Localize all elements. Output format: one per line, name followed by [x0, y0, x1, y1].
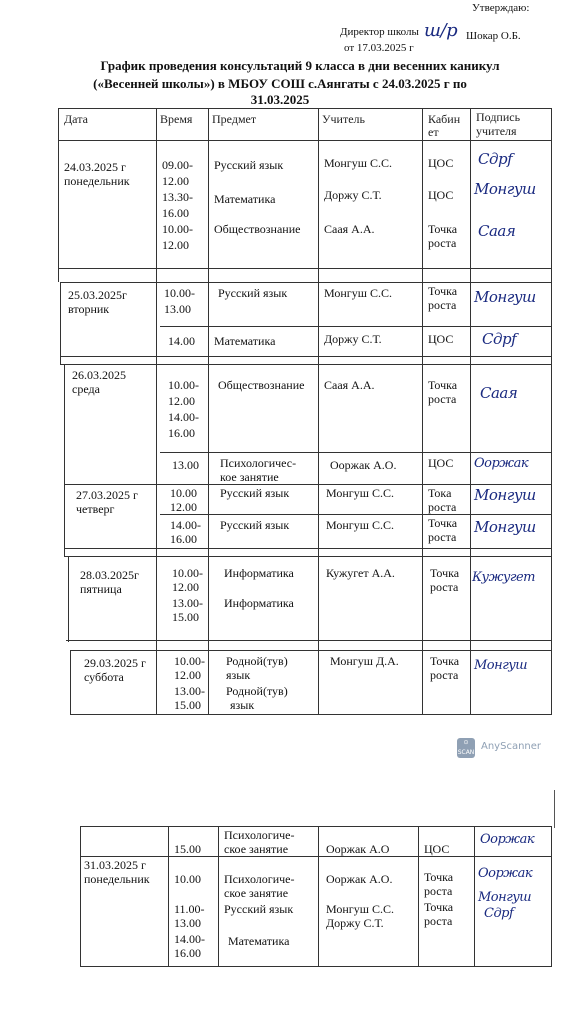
page-edge-mark	[554, 790, 555, 828]
row-subject: Психологиче-	[224, 872, 295, 886]
row-room: Точка	[428, 516, 458, 530]
title-line-1: График проведения консультаций 9 класса в дни весенних каникул	[100, 58, 500, 73]
row-room: роста	[430, 580, 459, 594]
row-time: 14.00-	[170, 518, 201, 532]
row-subject: Психологичес-	[220, 456, 297, 470]
row-room: роста	[424, 884, 453, 898]
row-time: 14.00	[168, 334, 195, 348]
row-teacher: Монгуш С.С.	[324, 156, 392, 170]
row-teacher: Доржу С.Т.	[326, 916, 384, 930]
row-subject: Психологиче-	[224, 828, 295, 842]
teacher-signature: Монгуш	[474, 180, 536, 198]
row-room: ЦОС	[428, 456, 454, 470]
row-time: 12.00	[168, 394, 195, 408]
row-teacher: Монгуш Д.А.	[330, 654, 399, 668]
row-teacher: Ооржак А.О.	[326, 872, 393, 886]
approval-approve: Утверждаю:	[472, 2, 530, 14]
row-subject: язык	[226, 668, 251, 682]
approval-director: Директор школы	[340, 26, 419, 38]
scanner-watermark: AnyScanner	[481, 741, 542, 752]
row-teacher: Монгуш С.С.	[326, 486, 394, 500]
row-room: ЦОС	[428, 332, 454, 346]
row-time: 12.00	[172, 580, 199, 594]
row-weekday: суббота	[84, 670, 124, 684]
director-signature: ш/р	[424, 20, 458, 41]
row-time: 10.00	[170, 486, 197, 500]
header-room-line-2: ет	[428, 125, 439, 139]
row-room: ЦОС	[428, 156, 454, 170]
row-weekday: среда	[72, 382, 100, 396]
row-weekday: четверг	[76, 502, 115, 516]
teacher-signature: Монгуш	[474, 486, 536, 504]
teacher-signature: Монгуш	[474, 518, 536, 536]
row-room: роста	[428, 392, 457, 406]
teacher-signature: Саая	[478, 222, 516, 240]
row-subject: Родной(тув)	[226, 654, 288, 668]
row-subject: язык	[230, 698, 255, 712]
teacher-signature: Ооржак	[474, 456, 529, 471]
row-subject: кое занятие	[220, 470, 279, 484]
header-signature-line-2: учителя	[476, 124, 517, 138]
row-room: роста	[428, 530, 457, 544]
row-teacher: Ооржак А.О.	[330, 458, 397, 472]
row-teacher: Монгуш С.С.	[326, 902, 394, 916]
approval-date: от 17.03.2025 г	[344, 42, 414, 54]
row-time: 13.00	[164, 302, 191, 316]
row-time: 13.00	[174, 916, 201, 930]
row-date: 29.03.2025 г	[84, 656, 146, 670]
teacher-signature: Ооржак	[480, 832, 535, 847]
header-date: Дата	[64, 112, 88, 126]
approval-name: Шокар О.Б.	[466, 30, 521, 42]
row-date: 25.03.2025г	[68, 288, 127, 302]
teacher-signature: Монгуш	[474, 288, 536, 306]
teacher-signature: Сдрf	[482, 330, 517, 348]
row-date: 31.03.2025 г	[84, 858, 146, 872]
teacher-signature: Сдрf	[478, 150, 513, 168]
row-subject: Русский язык	[214, 158, 284, 172]
row-room: Точка	[428, 378, 458, 392]
row-teacher: Ооржак А.О	[326, 842, 390, 856]
row-subject: Русский язык	[224, 902, 294, 916]
row-teacher: Доржу С.Т.	[324, 188, 382, 202]
row-room: Точка	[430, 654, 460, 668]
row-teacher: Доржу С.Т.	[324, 332, 382, 346]
row-subject: Обществознание	[214, 222, 301, 236]
header-signature-line-1: Подпись	[476, 110, 521, 124]
row-time: 10.00	[174, 872, 201, 886]
row-time: 10.00-	[164, 286, 195, 300]
row-date: 24.03.2025 г	[64, 160, 126, 174]
row-time: 12.00	[170, 500, 197, 514]
row-room: ЦОС	[428, 188, 454, 202]
row-subject: Информатика	[224, 596, 294, 610]
row-weekday: вторник	[68, 302, 110, 316]
row-subject: Русский язык	[218, 286, 288, 300]
row-time: 13.00-	[174, 684, 205, 698]
row-time: 15.00	[172, 610, 199, 624]
row-room: Точка	[424, 900, 454, 914]
row-time: 16.00	[168, 426, 195, 440]
row-time: 10.00-	[168, 378, 199, 392]
row-time: 13.00	[172, 458, 199, 472]
row-subject: Русский язык	[220, 486, 290, 500]
row-room: роста	[428, 298, 457, 312]
row-weekday: пятница	[80, 582, 122, 596]
teacher-signature: Кужугет	[472, 570, 536, 585]
row-date: 27.03.2025 г	[76, 488, 138, 502]
row-room: роста	[428, 500, 457, 514]
row-date: 26.03.2025	[72, 368, 126, 382]
scanner-logo-icon: ⊙ SCAN	[457, 739, 475, 756]
row-room: Точка	[424, 870, 454, 884]
row-time: 12.00	[162, 238, 189, 252]
row-subject: ское занятие	[224, 886, 289, 900]
row-time: 15.00	[174, 842, 201, 856]
row-room: ЦОС	[424, 842, 450, 856]
row-date: 28.03.2025г	[80, 568, 139, 582]
row-teacher: Саая А.А.	[324, 378, 375, 392]
row-time: 10.00-	[174, 654, 205, 668]
row-time: 14.00-	[174, 932, 205, 946]
row-time: 09.00-	[162, 158, 193, 172]
teacher-signature: Монгуш	[478, 890, 532, 905]
row-room: Тока	[428, 486, 452, 500]
row-time: 16.00	[174, 946, 201, 960]
row-room: роста	[428, 236, 457, 250]
row-weekday: понедельник	[84, 872, 150, 886]
row-subject: Русский язык	[220, 518, 290, 532]
row-room: роста	[424, 914, 453, 928]
header-teacher: Учитель	[322, 112, 365, 126]
row-time: 16.00	[162, 206, 189, 220]
row-room: роста	[430, 668, 459, 682]
row-teacher: Монгуш С.С.	[324, 286, 392, 300]
row-teacher: Монгуш С.С.	[326, 518, 394, 532]
row-time: 16.00	[170, 532, 197, 546]
row-teacher: Кужугет А.А.	[326, 566, 395, 580]
row-time: 12.00	[162, 174, 189, 188]
row-time: 13.00-	[172, 596, 203, 610]
row-room: Точка	[428, 222, 458, 236]
row-subject: ское занятие	[224, 842, 289, 856]
row-time: 12.00	[174, 668, 201, 682]
row-time: 15.00	[174, 698, 201, 712]
title-line-2: («Весенней школы») в МБОУ СОШ с.Аянгаты с 24.03.2025 г по	[93, 76, 467, 91]
teacher-signature: Монгуш	[474, 658, 528, 673]
teacher-signature: Сдрf	[484, 906, 514, 921]
row-subject: Математика	[214, 334, 276, 348]
row-subject: Математика	[228, 934, 290, 948]
row-room: Точка	[430, 566, 460, 580]
row-subject: Обществознание	[218, 378, 305, 392]
row-time: 10.00-	[162, 222, 193, 236]
row-weekday: понедельник	[64, 174, 130, 188]
row-time: 11.00-	[174, 902, 205, 916]
row-teacher: Саая А.А.	[324, 222, 375, 236]
row-time: 14.00-	[168, 410, 199, 424]
teacher-signature: Ооржак	[478, 866, 533, 881]
header-time: Время	[160, 112, 193, 126]
title-line-3: 31.03.2025	[250, 92, 310, 107]
row-time: 10.00-	[172, 566, 203, 580]
row-subject: Информатика	[224, 566, 294, 580]
row-time: 13.30-	[162, 190, 193, 204]
teacher-signature: Саая	[480, 384, 518, 402]
row-room: Точка	[428, 284, 458, 298]
header-room-line-1: Кабин	[428, 112, 461, 126]
row-subject: Родной(тув)	[226, 684, 288, 698]
header-subject: Предмет	[212, 112, 257, 126]
row-subject: Математика	[214, 192, 276, 206]
